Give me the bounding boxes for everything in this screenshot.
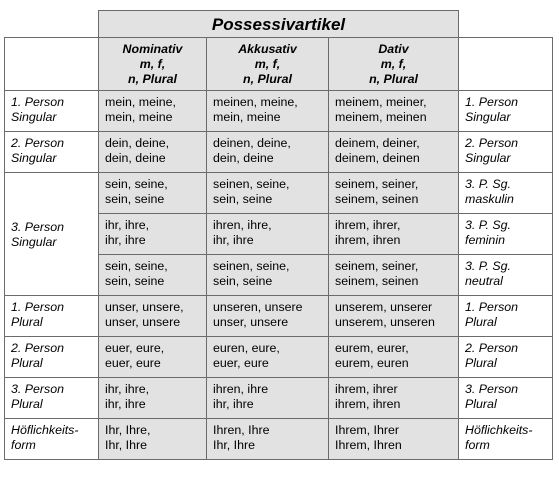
column-header-line: n, Plural xyxy=(369,72,418,86)
nominativ-cell xyxy=(99,296,207,337)
row-label-line: form xyxy=(11,438,36,452)
cell-line: Ihren, Ihre xyxy=(213,423,270,437)
row-label-line: Singular xyxy=(11,110,57,124)
cell-line: dein, deine xyxy=(213,151,274,165)
cell-line: sein, seine, xyxy=(105,259,168,273)
row-label-left xyxy=(5,296,99,337)
cell-line: Ihrem, Ihren xyxy=(335,438,402,452)
cell-line: meinen, meine, xyxy=(213,95,298,109)
row-label-left xyxy=(5,378,99,419)
akkusativ-cell xyxy=(207,337,329,378)
cell-line: dein, deine, xyxy=(105,136,170,150)
header-blank-left xyxy=(5,38,99,91)
cell-line: unser, unsere xyxy=(213,315,289,329)
cell-line: deinem, deiner, xyxy=(335,136,420,150)
cell-line: eurem, eurer, xyxy=(335,341,409,355)
cell-line: ihrem, ihrer xyxy=(335,382,398,396)
dativ-cell xyxy=(329,132,459,173)
table-row xyxy=(5,419,553,460)
row-label-right xyxy=(459,255,553,296)
akkusativ-cell xyxy=(207,173,329,214)
row-label-line: Singular xyxy=(11,235,57,249)
column-header-line: m, f, xyxy=(380,57,407,71)
cell-line: ihr, ihre xyxy=(213,397,254,411)
cell-line: sein, seine, xyxy=(105,177,168,191)
cell-line: mein, meine xyxy=(105,110,173,124)
cell-line: deinem, deinen xyxy=(335,151,420,165)
column-header-nominativ xyxy=(99,38,207,91)
row-label-line: Höflichkeits- xyxy=(11,423,79,437)
row-label-right xyxy=(459,214,553,255)
nominativ-cell xyxy=(99,255,207,296)
cell-line: Ihrem, Ihrer xyxy=(335,423,400,437)
row-label-line: maskulin xyxy=(465,192,514,206)
table-row xyxy=(5,337,553,378)
cell-line: sein, seine xyxy=(105,192,165,206)
row-label-line: Singular xyxy=(465,151,511,165)
cell-line: deinen, deine, xyxy=(213,136,291,150)
table-row xyxy=(5,378,553,419)
cell-line: seinem, seiner, xyxy=(335,259,419,273)
cell-line: Ihr, Ihre xyxy=(105,438,148,452)
nominativ-cell xyxy=(99,378,207,419)
cell-line: ihr, ihre, xyxy=(105,382,150,396)
row-label-line: Plural xyxy=(11,356,43,370)
row-label-line: Plural xyxy=(465,315,497,329)
cell-line: seinem, seinen xyxy=(335,192,419,206)
row-label-line: 3. Person xyxy=(465,382,519,396)
row-label-line: 3. Person xyxy=(11,382,65,396)
cell-line: eurem, euren xyxy=(335,356,409,370)
row-label-line: Plural xyxy=(465,397,497,411)
row-label-line: neutral xyxy=(465,274,503,288)
row-label-line: 3. P. Sg. xyxy=(465,259,511,273)
nominativ-cell xyxy=(99,132,207,173)
row-label-right xyxy=(459,173,553,214)
row-label-left xyxy=(5,91,99,132)
cell-line: euren, eure, xyxy=(213,341,280,355)
cell-line: euer, eure, xyxy=(105,341,165,355)
row-label-right xyxy=(459,378,553,419)
akkusativ-cell xyxy=(207,214,329,255)
akkusativ-cell xyxy=(207,378,329,419)
row-label-line: 1. Person xyxy=(465,300,519,314)
column-header-line: n, Plural xyxy=(243,72,292,86)
cell-line: meinem, meiner, xyxy=(335,95,427,109)
row-label-line: Singular xyxy=(11,151,57,165)
cell-line: unser, unsere xyxy=(105,315,181,329)
empty-corner-top-right xyxy=(459,11,553,38)
cell-line: meinem, meinen xyxy=(335,110,427,124)
cell-line: seinem, seinen xyxy=(335,274,419,288)
cell-line: ihrem, ihren xyxy=(335,233,401,247)
row-label-line: Singular xyxy=(465,110,511,124)
column-header-line: Dativ xyxy=(378,42,409,56)
cell-line: mein, meine, xyxy=(105,95,176,109)
row-label-right xyxy=(459,91,553,132)
row-label-line: 3. Person xyxy=(11,220,65,234)
table-row xyxy=(5,173,553,214)
cell-line: unseren, unsere xyxy=(213,300,303,314)
cell-line: euer, eure xyxy=(105,356,161,370)
column-header-line: n, Plural xyxy=(128,72,177,86)
cell-line: ihr, ihre xyxy=(105,397,146,411)
row-label-right xyxy=(459,296,553,337)
column-header-line: m, f, xyxy=(254,57,281,71)
cell-line: ihren, ihre xyxy=(213,382,269,396)
cell-line: euer, eure xyxy=(213,356,269,370)
cell-line: seinen, seine, xyxy=(213,177,290,191)
nominativ-cell xyxy=(99,91,207,132)
row-label-left xyxy=(5,173,99,296)
cell-line: sein, seine xyxy=(105,274,165,288)
cell-line: ihr, ihre xyxy=(213,233,254,247)
table-row xyxy=(5,132,553,173)
nominativ-cell xyxy=(99,337,207,378)
cell-line: Ihr, Ihre, xyxy=(105,423,151,437)
row-label-left xyxy=(5,337,99,378)
row-label-line: 1. Person xyxy=(465,95,519,109)
cell-line: ihr, ihre xyxy=(105,233,146,247)
row-label-line: 2. Person xyxy=(465,341,519,355)
row-label-line: Plural xyxy=(11,315,43,329)
cell-line: unserem, unserer xyxy=(335,300,433,314)
row-label-line: Plural xyxy=(11,397,43,411)
row-label-line: Höflichkeits- xyxy=(465,423,533,437)
column-header-line: m, f, xyxy=(139,57,166,71)
nominativ-cell xyxy=(99,173,207,214)
column-header-line: Akkusativ xyxy=(238,42,297,56)
dativ-cell xyxy=(329,378,459,419)
dativ-cell xyxy=(329,296,459,337)
table-row xyxy=(5,91,553,132)
dativ-cell xyxy=(329,255,459,296)
cell-line: sein, seine xyxy=(213,274,273,288)
cell-line: unser, unsere, xyxy=(105,300,184,314)
column-header-line: Nominativ xyxy=(122,42,183,56)
dativ-cell xyxy=(329,214,459,255)
dativ-cell xyxy=(329,419,459,460)
row-label-line: 1. Person xyxy=(11,95,65,109)
nominativ-cell xyxy=(99,214,207,255)
possessive-articles-table xyxy=(4,10,553,460)
row-label-line: feminin xyxy=(465,233,505,247)
column-header-dativ xyxy=(329,38,459,91)
row-label-line: 2. Person xyxy=(11,341,65,355)
empty-corner-top-left xyxy=(5,11,99,38)
dativ-cell xyxy=(329,91,459,132)
cell-line: seinem, seiner, xyxy=(335,177,419,191)
table-title: Possessivartikel xyxy=(99,11,459,38)
header-blank-right xyxy=(459,38,553,91)
cell-line: dein, deine xyxy=(105,151,166,165)
akkusativ-cell xyxy=(207,255,329,296)
dativ-cell xyxy=(329,173,459,214)
row-label-line: 2. Person xyxy=(11,136,65,150)
row-label-right xyxy=(459,337,553,378)
nominativ-cell xyxy=(99,419,207,460)
row-label-line: 2. Person xyxy=(465,136,519,150)
akkusativ-cell xyxy=(207,296,329,337)
dativ-cell xyxy=(329,337,459,378)
akkusativ-cell xyxy=(207,419,329,460)
cell-line: seinen, seine, xyxy=(213,259,290,273)
cell-line: mein, meine xyxy=(213,110,281,124)
cell-line: Ihr, Ihre xyxy=(213,438,256,452)
cell-line: ihr, ihre, xyxy=(105,218,150,232)
row-label-left xyxy=(5,419,99,460)
row-label-line: 3. P. Sg. xyxy=(465,177,511,191)
cell-line: ihrem, ihrer, xyxy=(335,218,401,232)
cell-line: unserem, unseren xyxy=(335,315,435,329)
cell-line: ihrem, ihren xyxy=(335,397,401,411)
row-label-line: 3. P. Sg. xyxy=(465,218,511,232)
row-label-line: 1. Person xyxy=(11,300,65,314)
akkusativ-cell xyxy=(207,132,329,173)
row-label-right xyxy=(459,419,553,460)
cell-line: sein, seine xyxy=(213,192,273,206)
row-label-right xyxy=(459,132,553,173)
row-label-line: form xyxy=(465,438,490,452)
akkusativ-cell xyxy=(207,91,329,132)
row-label-left xyxy=(5,132,99,173)
cell-line: ihren, ihre, xyxy=(213,218,272,232)
row-label-line: Plural xyxy=(465,356,497,370)
column-header-akkusativ xyxy=(207,38,329,91)
table-row xyxy=(5,296,553,337)
